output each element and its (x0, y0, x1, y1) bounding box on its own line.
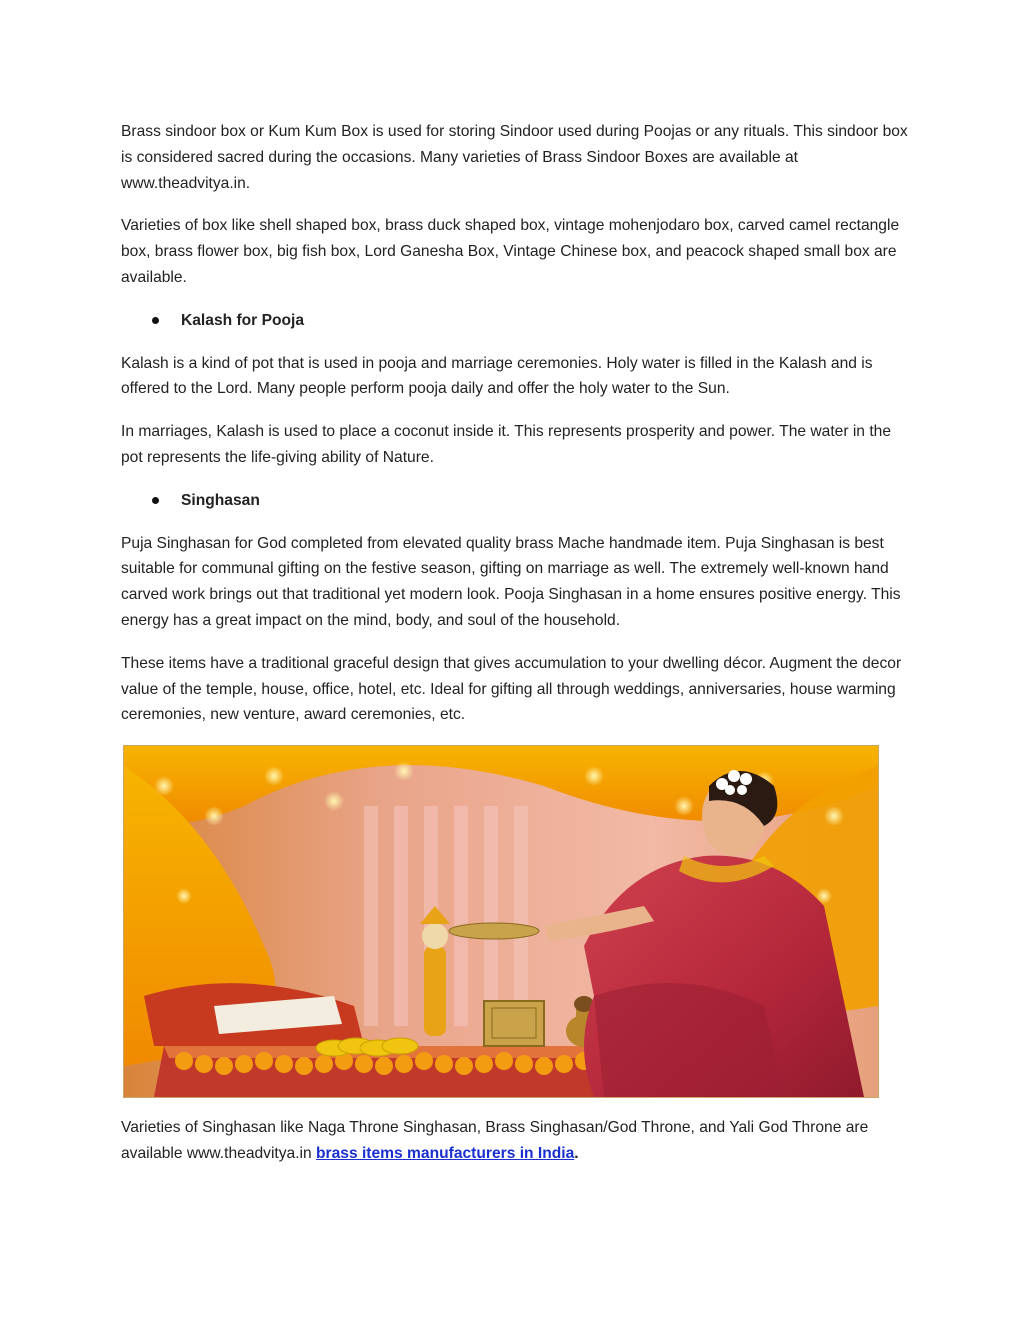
paragraph-text: Varieties of Singhasan like Naga Throne Singhasan, Brass Singhasan/God Throne, and Yali God Throne are available www.theadvitya.in (121, 1119, 869, 1162)
paragraph-sindoor-box: Brass sindoor box or Kum Kum Box is used for storing Sindoor used during Poojas or any rituals. This sindoor box is considered sacred during the occasions. Many varieties of Brass Sindoor Boxes are available at www.theadvitya.in. (121, 123, 908, 192)
pooja-photo (123, 745, 879, 1098)
bullet-label: Kalash for Pooja (181, 311, 305, 329)
brass-manufacturers-link[interactable]: brass items manufacturers in India (316, 1144, 575, 1162)
bullet-dot-icon (152, 317, 159, 324)
paragraph-kalash-marriage: In marriages, Kalash is used to place a coconut inside it. This represents prosperity and power. The water in the pot represents the life-giving ability of Nature. (121, 423, 891, 466)
bullet-singhasan (121, 488, 911, 514)
document-body (121, 119, 911, 1184)
paragraph-decor: These items have a traditional graceful design that gives accumulation to your dwelling décor. Augment the decor value of the temple, house, office, hotel, etc. Ideal for gifting all through weddings, anniversaries, house warming ceremonies, new venture, award ceremonies, etc. (121, 654, 902, 724)
bullet-label: Singhasan (181, 491, 260, 509)
paragraph-singhasan-varieties (121, 1115, 911, 1167)
paragraph-singhasan: Puja Singhasan for God completed from elevated quality brass Mache handmade item. Puja Singhasan is best suitable for communal gifting on the festive season, gifting on marriage as well. The extremely well-known hand carved work brings out that traditional yet modern look. Pooja Singhasan in a home ensures positive energy. This energy has a great impact on the mind, body, and soul of the household. (121, 534, 901, 629)
bullet-dot-icon (152, 497, 159, 504)
period: . (574, 1144, 579, 1162)
paragraph-box-varieties: Varieties of box like shell shaped box, brass duck shaped box, vintage mohenjodaro box, carved camel rectangle box, brass flower box, big fish box, Lord Ganesha Box, Vintage Chinese box, and peacock shaped small box are available. (121, 217, 900, 286)
bullet-kalash (121, 308, 911, 334)
paragraph-kalash: Kalash is a kind of pot that is used in pooja and marriage ceremonies. Holy water is filled in the Kalash and is offered to the Lord. Many people perform pooja daily and offer the holy water to the Sun. (121, 354, 873, 398)
